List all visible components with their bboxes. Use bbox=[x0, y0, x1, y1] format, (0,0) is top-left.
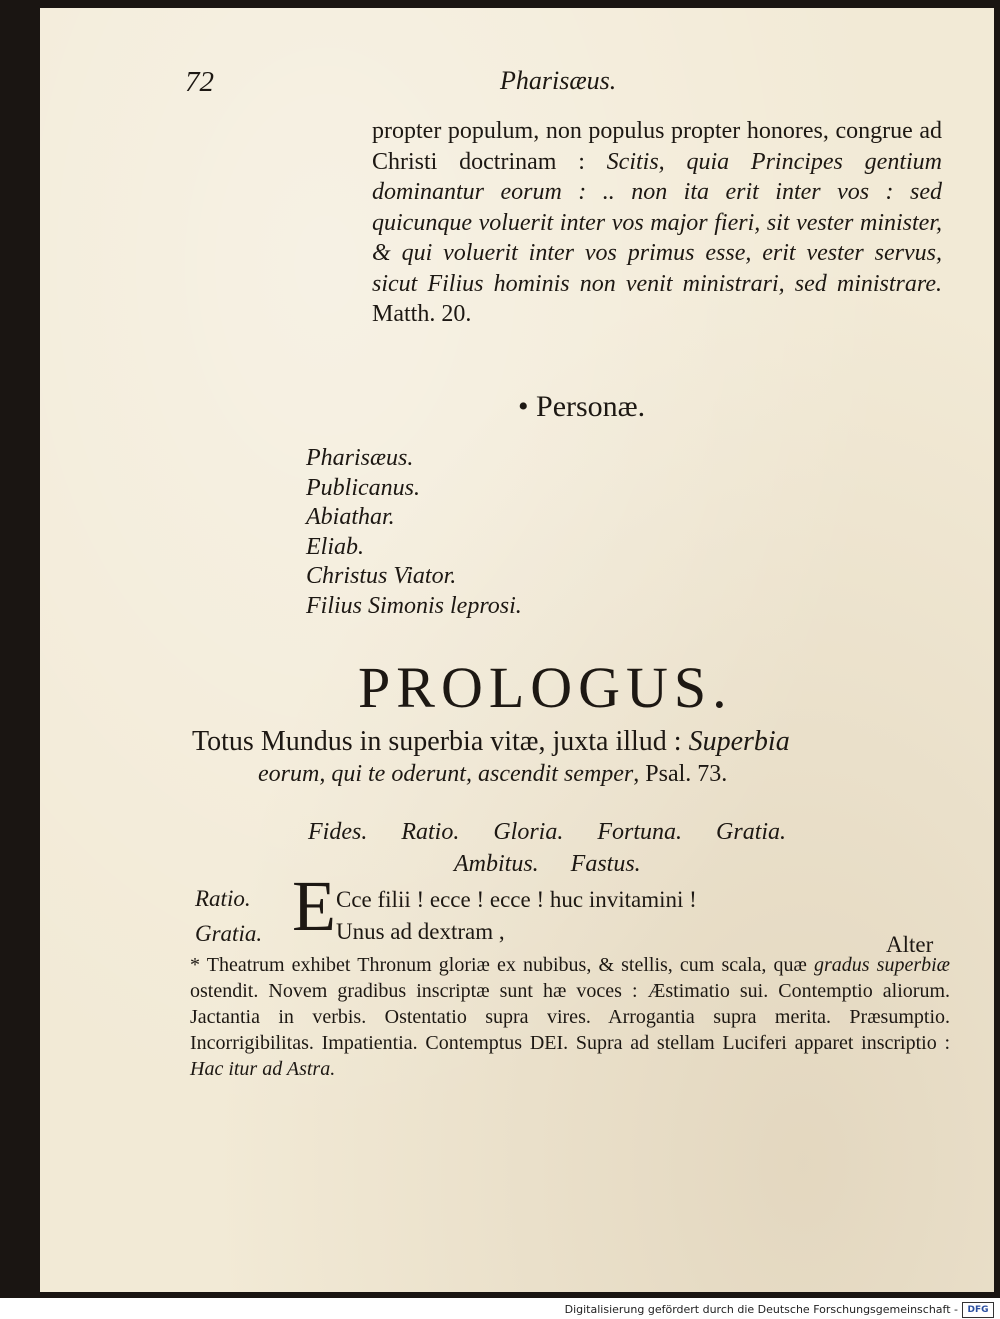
role-name: Gratia. bbox=[716, 819, 787, 845]
footnote-text-1: * Theatrum exhibet Thronum gloriæ ex nubibus, & stellis, cum scala, quæ bbox=[190, 954, 814, 976]
verse-line: Cce filii ! ecce ! ecce ! huc invitamini ! bbox=[336, 887, 697, 912]
footnote-text-2: ostendit. Novem gradibus inscriptæ sunt hæ voces : Æstimatio sui. Contemptio aliorum. Jactantia in verbis. Ostentatio supra vires. Arrogantia supra merita. Præsumptio. Incorrigibilitas. Impatientia. Contemptus DEI. Supra ad stellam Luciferi apparet inscriptio : bbox=[190, 980, 950, 1054]
speaker-label: Ratio. bbox=[195, 886, 251, 911]
page-number: 72 bbox=[185, 66, 214, 98]
persona-item: Eliab. bbox=[306, 533, 364, 560]
dfg-logo-icon: DFG bbox=[962, 1302, 994, 1318]
subtitle-part-b: Superbia bbox=[688, 726, 790, 757]
role-name: Gloria. bbox=[493, 819, 564, 845]
role-name: Fastus. bbox=[570, 851, 641, 877]
role-name: Ambitus. bbox=[454, 851, 539, 877]
persona-item: Abiathar. bbox=[306, 504, 395, 530]
footnote-italic-2: Hac itur ad Astra. bbox=[190, 1058, 336, 1080]
verse-line: Unus ad dextram , bbox=[336, 919, 505, 944]
personae-list bbox=[306, 444, 522, 621]
body-paragraph bbox=[372, 116, 942, 330]
footnote-italic-1: gradus superbiæ bbox=[813, 954, 951, 976]
book-page bbox=[40, 8, 994, 1292]
running-head: Pharisæus. bbox=[500, 66, 617, 95]
speaker-labels bbox=[195, 881, 262, 951]
footnote bbox=[190, 952, 950, 1082]
personae-heading: • Personæ. bbox=[518, 390, 646, 423]
body-text-citation: Matth. 20. bbox=[372, 301, 472, 327]
speaker-label: Gratia. bbox=[195, 921, 263, 946]
credit-text: Digitalisierung gefördert durch die Deutsche Forschungsgemeinschaft - bbox=[564, 1303, 958, 1316]
prologus-subtitle bbox=[192, 726, 952, 790]
drop-cap: E bbox=[292, 866, 336, 946]
subtitle-part-d: , Psal. 73. bbox=[633, 761, 728, 787]
prologus-roles bbox=[308, 816, 814, 880]
dialogue-verse bbox=[336, 884, 697, 948]
role-name: Fides. bbox=[308, 819, 368, 845]
subtitle-part-a: Totus Mundus in superbia vitæ, juxta illud : bbox=[192, 726, 689, 757]
prologus-title: PROLOGUS. bbox=[358, 655, 733, 720]
persona-item: Filius Simonis leprosi. bbox=[306, 592, 522, 619]
catchword: Alter bbox=[886, 932, 934, 957]
body-text-italic-quote: Scitis, quia Principes gentium dominantur eorum : .. non ita erit inter vos : sed quicunque voluerit inter vos major fieri, sit vester minister, & qui voluerit inter vos primus esse, erit vester servus, sicut Filius hominis non venit ministrari, sed ministrare. bbox=[372, 148, 942, 297]
persona-item: Christus Viator. bbox=[306, 563, 457, 589]
role-name: Ratio. bbox=[401, 819, 460, 845]
credit-bar bbox=[0, 1300, 1000, 1319]
subtitle-part-c: eorum, qui te oderunt, ascendit semper bbox=[258, 761, 634, 787]
body-text-roman-1: propter populum, non populus propter honores, congrue ad Christi doctrinam : bbox=[372, 118, 942, 175]
persona-item: Pharisæus. bbox=[306, 445, 414, 471]
role-name: Fortuna. bbox=[597, 819, 683, 845]
persona-item: Publicanus. bbox=[306, 474, 420, 501]
